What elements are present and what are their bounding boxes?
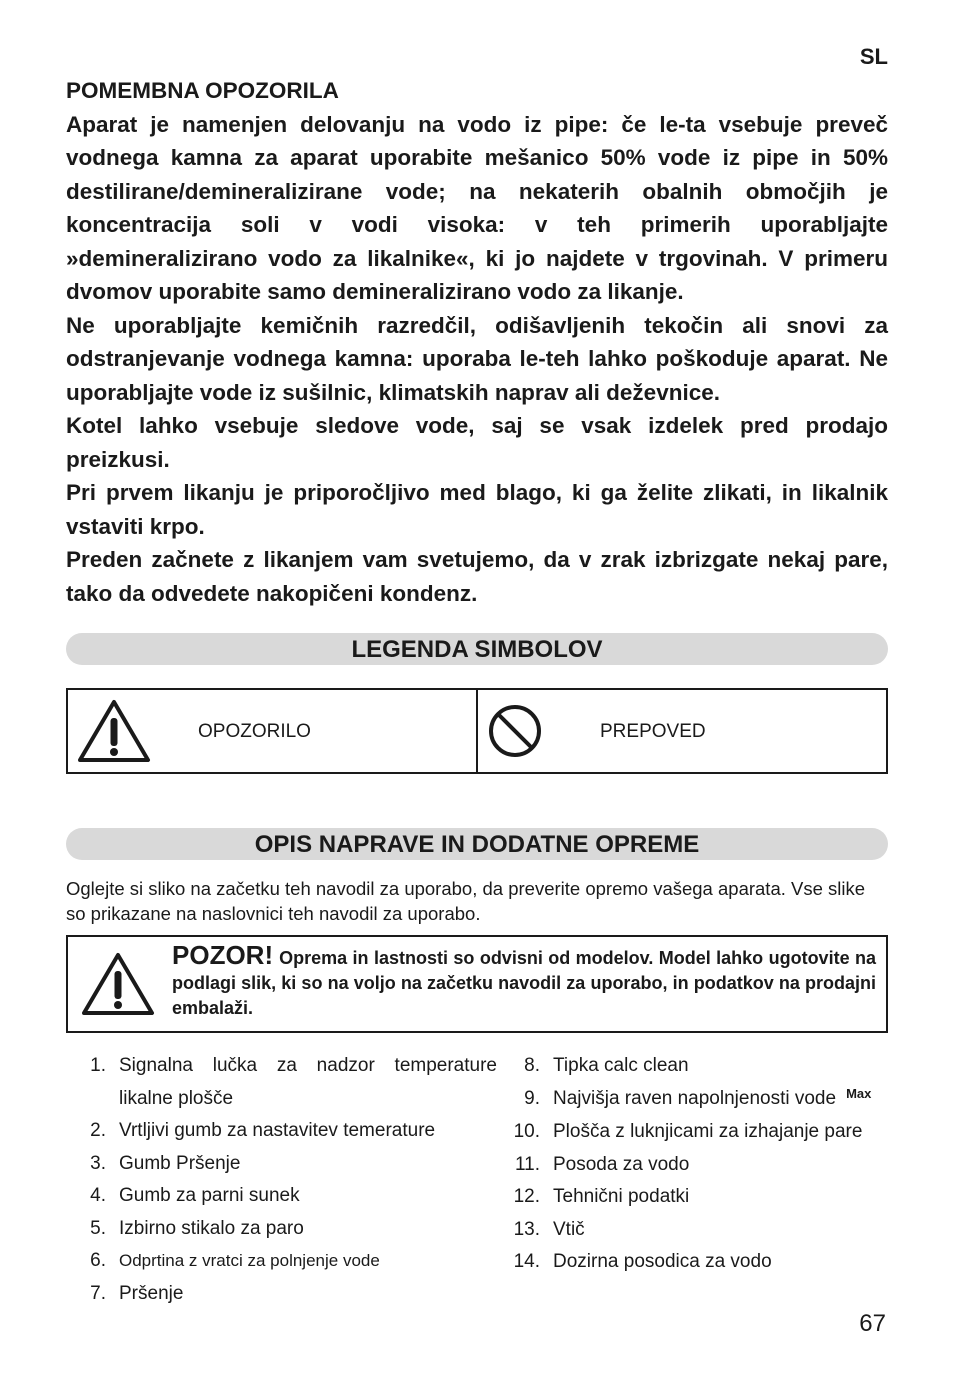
item-number: 12. (513, 1186, 540, 1207)
legend-cell-prohibited (476, 690, 886, 772)
list-item (500, 1050, 900, 1083)
item-number: 2. (90, 1120, 106, 1141)
item-number: 4. (90, 1185, 106, 1206)
warning-triangle-icon (76, 698, 152, 764)
item-number: 5. (90, 1217, 106, 1239)
notice-box (66, 935, 888, 1033)
item-text-continued: likalne plošče (119, 1087, 234, 1109)
notice-text-block (172, 940, 876, 1021)
item-text: Vrtljivi gumb za nastavitev temerature (119, 1120, 436, 1141)
item-text (540, 1083, 871, 1117)
legend-cell-warning (68, 690, 476, 772)
max-level-mark: Max (846, 1085, 872, 1101)
notice-body: Oprema in lastnosti so odvisni od modelov. Model lahko ugotovite na podlagi slik, ki so na voljo na začetku navodil za uporabo, in podatkov na prodajni embalaži. (172, 948, 876, 1018)
warning-paragraph: Preden začnete z likanjem vam svetujemo, da v zrak izbrizgate nekaj pare, tako da odvedete nakopičeni kondenz. (66, 547, 888, 606)
prohibited-circle-icon (486, 702, 544, 760)
item-text: Plošča z luknjicami za izhajanje pare (553, 1121, 863, 1142)
item-text: Tipka calc clean (553, 1055, 689, 1076)
warning-paragraph: Ne uporabljajte kemičnih razredčil, odišavljenih tekočin ali snovi za odstranjevanje vodnega kamna: uporaba le-teh lahko poškoduje aparat. Ne uporabljajte vode iz sušilnic, klimatskih naprav ali deževnice. (66, 312, 888, 405)
list-item (500, 1181, 900, 1214)
item-number: 1. (90, 1055, 106, 1076)
item-text: Signalna lučka za nadzor temperature (119, 1055, 497, 1076)
list-item (500, 1083, 900, 1117)
item-label: Najvišja raven napolnjenosti vode (553, 1087, 837, 1109)
item-number: 6. (90, 1250, 106, 1271)
parts-list-right (500, 1050, 900, 1279)
list-item (66, 1115, 497, 1148)
item-text: Dozirna posodica za vodo (553, 1251, 772, 1272)
warning-triangle-icon (80, 951, 156, 1017)
item-number: 10. (513, 1121, 540, 1142)
item-text: Vtič (553, 1218, 585, 1240)
item-number: 14. (513, 1251, 540, 1272)
item-number: 8. (524, 1055, 540, 1076)
item-text: Gumb Pršenje (119, 1152, 241, 1174)
item-number: 3. (90, 1152, 106, 1174)
list-item (66, 1278, 497, 1311)
list-item (66, 1148, 497, 1181)
page-number: 67 (859, 1310, 886, 1337)
list-item (500, 1149, 900, 1182)
item-text: Tehnični podatki (553, 1186, 690, 1207)
list-item (500, 1246, 900, 1279)
item-text: Odprtina z vratci za polnjenje vode (119, 1251, 380, 1270)
warning-paragraph: Pri prvem likanju je priporočljivo med blago, ki ga želite zlikati, in likalnik vstaviti krpo. (66, 480, 888, 539)
item-number: 7. (90, 1282, 106, 1304)
item-text: Izbirno stikalo za paro (119, 1217, 304, 1239)
notice-heading: POZOR! (172, 940, 274, 970)
list-item (66, 1245, 497, 1278)
legend-warning-label: OPOZORILO (198, 721, 311, 742)
description-intro: Oglejte si sliko na začetku teh navodil za uporabo, da preverite opremo vašega aparata. Vse slike so prikazane na naslovnici teh navodil za uporabo. (66, 878, 866, 924)
warnings-title: POMEMBNA OPOZORILA (66, 78, 339, 103)
legend-prohibited-label: PREPOVED (600, 721, 706, 742)
important-warnings (66, 74, 888, 610)
list-item (66, 1050, 497, 1083)
item-text: Posoda za vodo (553, 1153, 690, 1175)
item-number: 9. (524, 1087, 540, 1109)
warning-paragraph: Aparat je namenjen delovanju na vodo iz pipe: če le-ta vsebuje preveč vodnega kamna za aparat uporabite mešanico 50% vode iz pipe in 50% destilirane/demineralizirane vode; na nekaterih obalnih območjih je koncentracija soli v vodi visoka: v teh primerih uporabljajte »demineralizirano vodo za likalnike«, ki jo najdete v trgovinah. V primeru dvomov uporabite samo demineralizirano vodo za likanje. (66, 111, 888, 304)
language-code: SL (859, 44, 888, 69)
parts-list-left (66, 1050, 497, 1310)
item-number: 13. (513, 1218, 540, 1240)
list-item (500, 1116, 900, 1149)
warning-paragraph: Kotel lahko vsebuje sledove vode, saj se vsak izdelek pred prodajo preizkusi. (66, 413, 888, 472)
list-item (66, 1180, 497, 1213)
symbol-legend-table (66, 688, 888, 774)
legend-heading: LEGENDA SIMBOLOV (66, 633, 888, 665)
item-text: Pršenje (119, 1282, 184, 1304)
item-text: Gumb za parni sunek (119, 1185, 300, 1206)
list-item (66, 1213, 497, 1246)
item-number: 11. (514, 1153, 540, 1175)
list-item (500, 1214, 900, 1247)
description-heading: OPIS NAPRAVE IN DODATNE OPREME (66, 828, 888, 860)
